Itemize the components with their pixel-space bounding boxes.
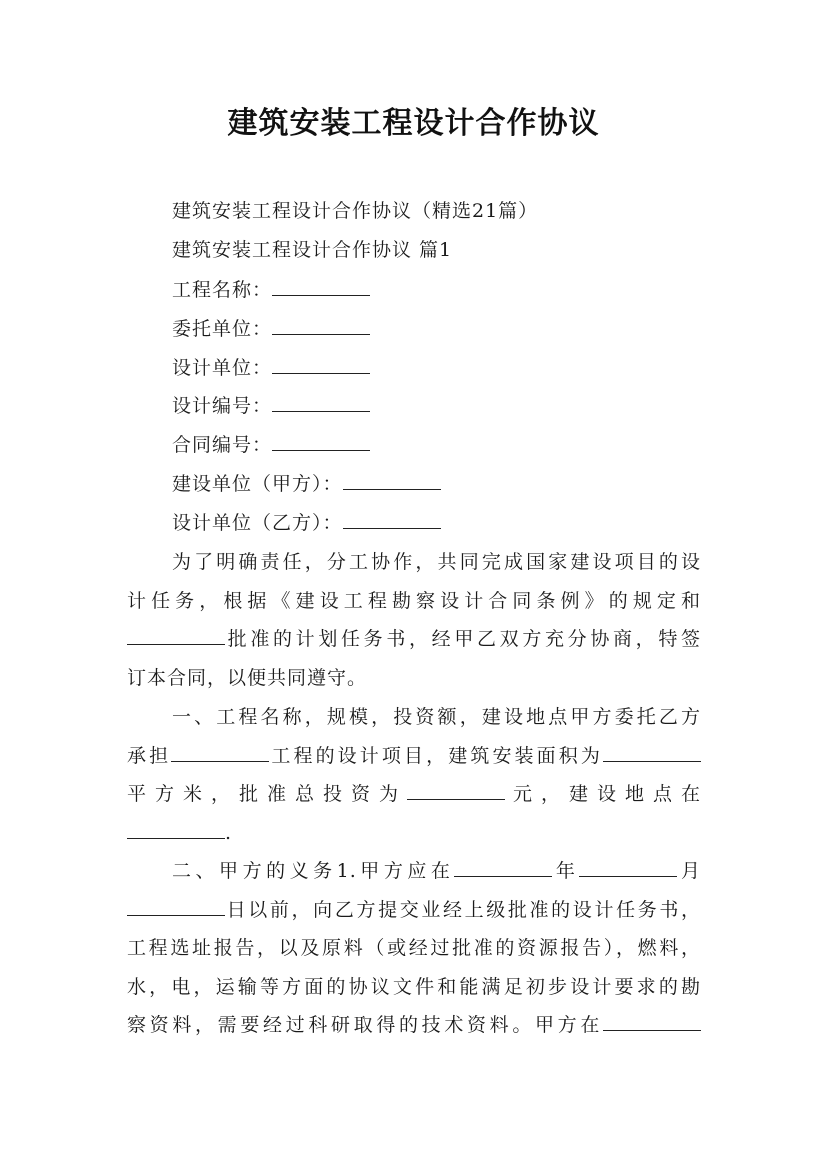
section-heading: 建筑安装工程设计合作协议 篇1: [172, 239, 453, 261]
paragraph-article-1: 一、工程名称，规模，投资额，建设地点甲方委托乙方 承担 工程的设计项目，建筑安装面积为 平方米，批准总投资为 元，建设地点在 .: [127, 706, 701, 844]
field-client: 委托单位：: [172, 316, 370, 341]
field-design-number: 设计编号：: [172, 393, 370, 418]
blank-line: [272, 393, 370, 412]
blank-line: [272, 316, 370, 335]
blank-line: [272, 432, 370, 451]
paragraph-article-2: 二、甲方的义务1.甲方应在 年 月 日以前，向乙方提交业经上级批准的设计任务书， 工程选址报告，以及原料（或经过批准的资源报告），燃料， 水，电，运输等方面的协议文件和能满足初步设计要求的勘 察资料，需要经过科研取得的技术资料。甲方在: [127, 860, 701, 1037]
blank-line: [579, 858, 677, 877]
field-party-b: 设计单位（乙方）：: [172, 510, 441, 535]
field-contract-number: 合同编号：: [172, 432, 370, 457]
blank-line: [603, 1012, 701, 1031]
document-title: 建筑安装工程设计合作协议: [227, 106, 600, 141]
blank-line: [127, 897, 225, 916]
blank-line: [272, 355, 370, 374]
blank-line: [127, 820, 225, 839]
blank-line: [603, 743, 701, 762]
blank-line: [127, 626, 225, 645]
blank-line: [171, 743, 269, 762]
field-party-a: 建设单位（甲方）：: [172, 471, 441, 496]
blank-line: [407, 781, 505, 800]
field-project-name: 工程名称：: [172, 277, 370, 302]
document-subtitle: 建筑安装工程设计合作协议（精选21篇）: [172, 200, 539, 222]
blank-line: [343, 510, 441, 529]
blank-line: [343, 471, 441, 490]
blank-line: [454, 858, 552, 877]
blank-line: [272, 277, 370, 296]
field-design-unit: 设计单位：: [172, 355, 370, 380]
paragraph-preamble: 为了明确责任，分工协作，共同完成国家建设项目的设 计任务，根据《建设工程勘察设计合同条例》的规定和 批准的计划任务书，经甲乙双方充分协商，特签 订本合同，以便共同遵守。: [127, 551, 701, 689]
